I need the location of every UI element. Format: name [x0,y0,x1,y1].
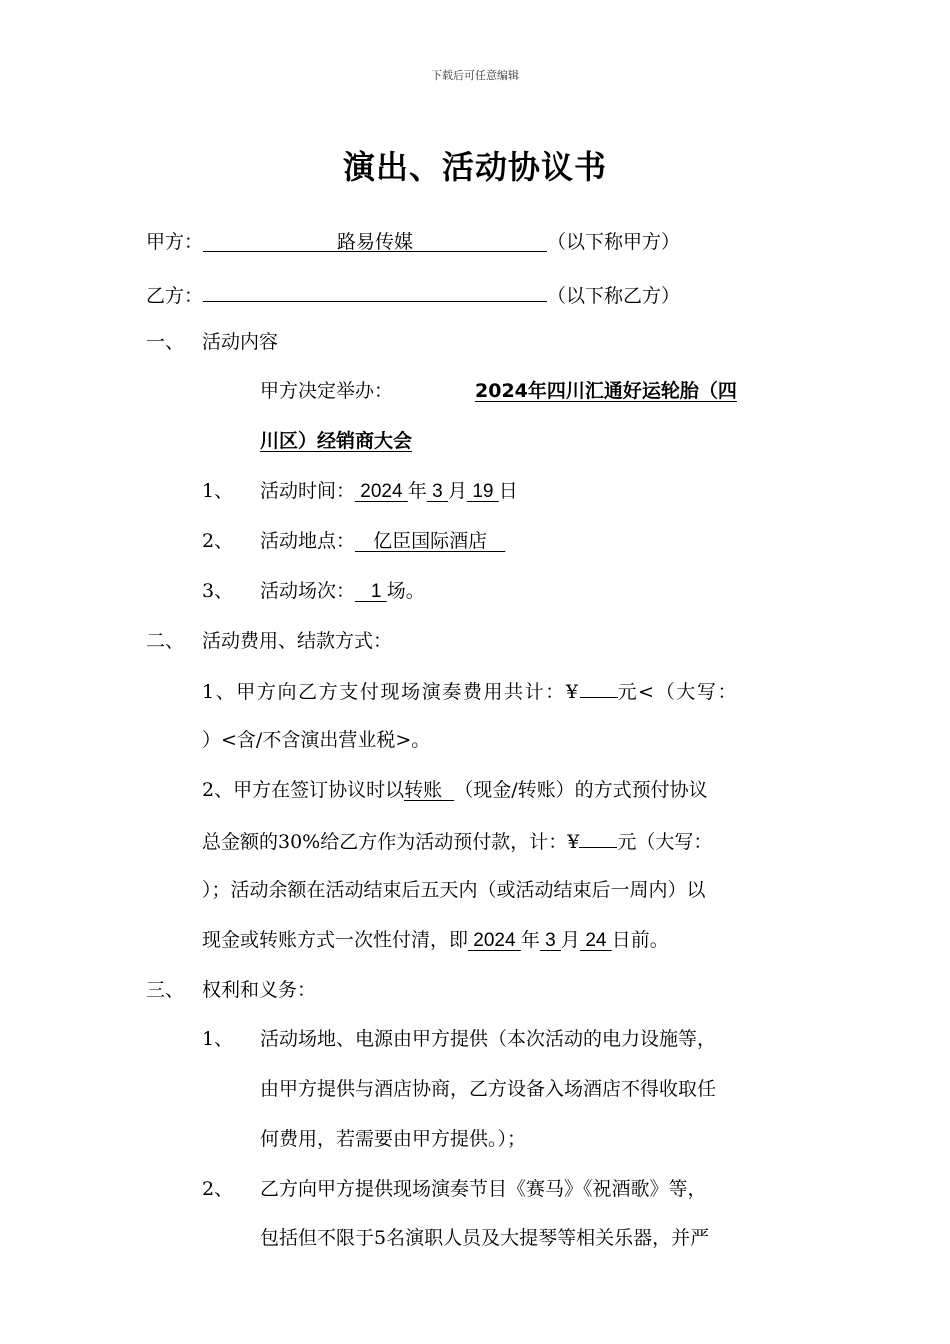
item-place [260,528,505,554]
page-header: 下载后可任意编辑 [431,69,519,82]
event-name-part2: 川区）经销商大会 [260,430,413,452]
item-time [260,478,518,505]
section1-number: 一、 [146,331,185,353]
fee-line1 [202,677,738,705]
prepay-method: 转账 [404,779,443,801]
prepay-amount-field[interactable] [579,827,617,848]
event-month: 3 [432,481,443,502]
item-sessions [260,578,425,605]
party-a-field[interactable] [203,229,547,252]
sessions-suffix: 场。 [386,580,425,602]
deadline-year: 2024 [473,930,516,951]
deadline-month: 3 [545,930,556,951]
event-place: 亿臣国际酒店 [373,530,488,552]
prepay-text-c: 总金额的30%给乙方作为活动预付款，计：¥ [202,831,580,853]
deadline-day-unit: 日前。 [611,929,669,951]
party-a-value: 路易传媒 [337,231,414,253]
item-time-label: 活动时间： [260,480,356,502]
event-year: 2024 [360,481,403,502]
event-name-part1: 2024年四川汇通好运轮胎（四 [475,380,737,402]
deadline-month-unit: 月 [561,929,581,951]
day-unit: 日 [498,480,518,502]
fee-text-b: 元<（大写： [617,681,739,703]
party-b-line [146,279,680,309]
event-name-line1 [260,378,737,404]
fee-line2: ）<含/不含演出营业税>。 [202,729,431,751]
event-name-line2 [260,428,490,454]
party-b-suffix: （以下称乙方） [547,285,681,307]
duty1-number: 1、 [202,1028,234,1050]
item-place-label: 活动地点： [260,530,356,552]
prepay-text-a: 2、甲方在签订协议时以 [202,779,405,801]
duty1-line1: 活动场地、电源由甲方提供（本次活动的电力设施等， [260,1028,717,1050]
fee-amount-field[interactable] [580,677,618,698]
party-b-field[interactable] [203,279,547,302]
prepay-line4 [202,927,669,954]
section1-heading: 活动内容 [202,331,279,353]
section3-number: 三、 [146,979,185,1001]
party-b-label: 乙方： [146,285,204,307]
event-day: 19 [472,481,494,502]
duty2-line1: 乙方向甲方提供现场演奏节目《赛马》《祝酒歌》等， [260,1178,707,1200]
month-unit: 月 [448,480,468,502]
duty2-line2: 包括但不限于5名演职人员及大提琴等相关乐器，并严 [260,1227,710,1249]
deadline-day: 24 [585,930,607,951]
fee-text-a: 1、甲方向乙方支付现场演奏费用共计：¥ [202,681,580,703]
party-a-line [146,229,680,255]
page-title: 演出、活动协议书 [342,148,607,186]
duty2-number: 2、 [202,1178,234,1200]
party-a-label: 甲方： [146,231,204,253]
prepay-line1 [202,777,708,803]
prepay-line2 [202,827,712,855]
section2-heading: 活动费用、结款方式： [202,630,393,652]
year-unit: 年 [407,480,427,502]
prepay-text-e: 现金或转账方式一次性付清，即 [202,929,469,951]
event-intro-label: 甲方决定举办： [260,380,394,402]
duty1-line2: 由甲方提供与酒店协商，乙方设备入场酒店不得收取任 [260,1078,717,1100]
item-sessions-label: 活动场次： [260,580,356,602]
prepay-text-d: 元（大写： [617,831,713,853]
duty1-line3: 何费用，若需要由甲方提供。）； [260,1128,527,1150]
prepay-text-b: （现金/转账）的方式预付协议 [454,779,708,801]
item-time-number: 1、 [202,480,234,502]
item-sessions-number: 3、 [202,580,234,602]
party-a-suffix: （以下称甲方） [547,231,681,253]
section3-heading: 权利和义务： [202,979,317,1001]
prepay-line3: ）；活动余额在活动结束后五天内（或活动结束后一周内）以 [202,879,706,901]
deadline-year-unit: 年 [520,929,540,951]
item-place-number: 2、 [202,530,234,552]
event-sessions: 1 [370,581,382,602]
section2-number: 二、 [146,630,185,652]
